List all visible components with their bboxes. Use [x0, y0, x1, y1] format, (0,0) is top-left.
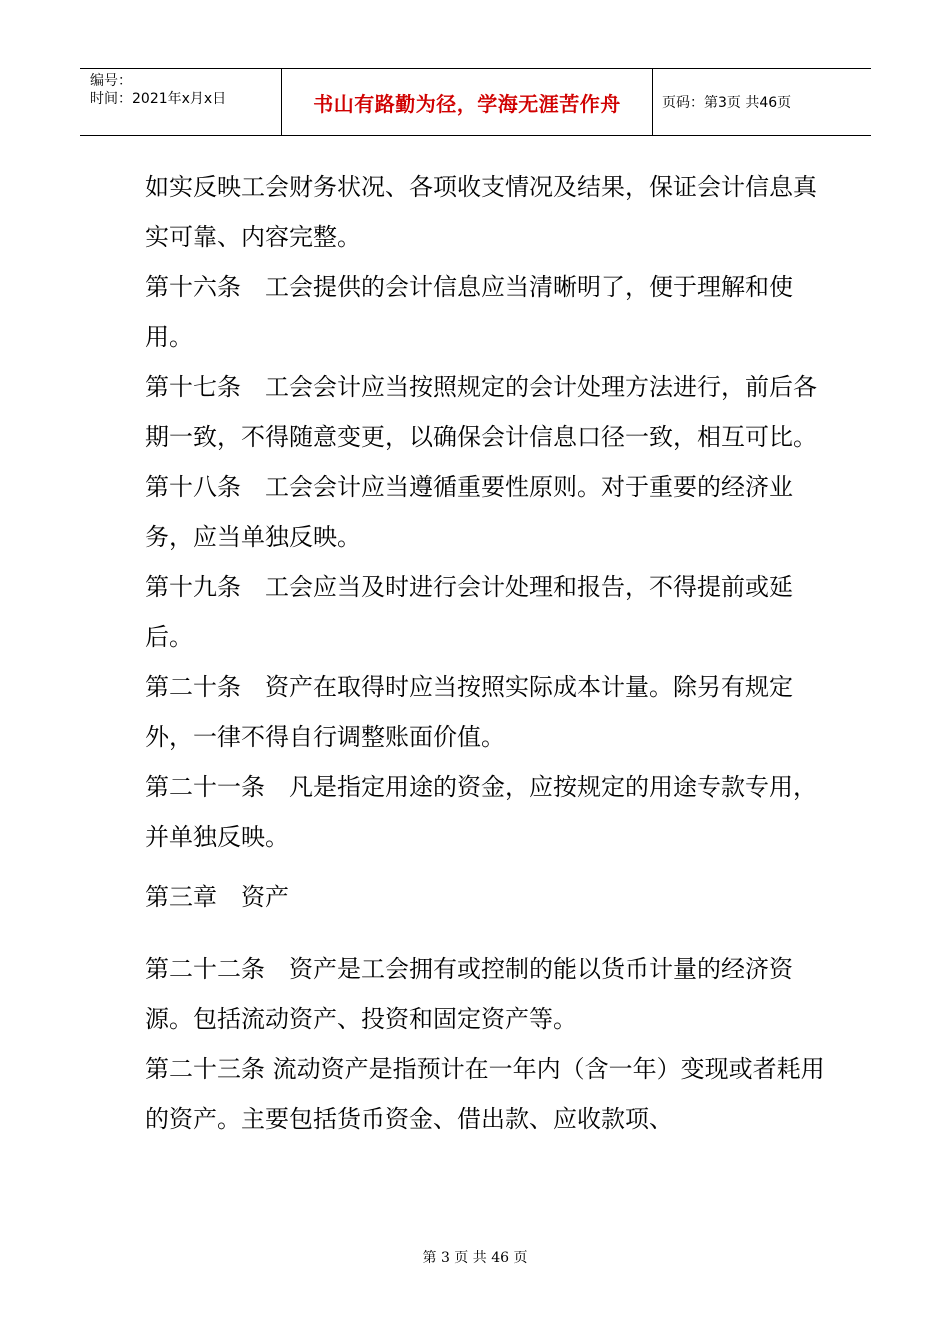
number-label: 编号： — [90, 73, 132, 89]
paragraph: 第二十二条 资产是工会拥有或控制的能以货币计量的经济资源。包括流动资产、投资和固定资产等。 — [145, 955, 793, 1033]
paragraph: 如实反映工会财务状况、各项收支情况及结果，保证会计信息真实可靠、内容完整。 — [145, 173, 817, 251]
page-footer — [0, 1247, 950, 1267]
document-header — [80, 68, 871, 136]
header-motto-cell — [282, 69, 653, 135]
header-meta-cell — [80, 69, 282, 135]
paragraph: 第十七条 工会会计应当按照规定的会计处理方法进行，前后各期一致，不得随意变更，以确保会计信息口径一致，相互可比。 — [145, 373, 817, 451]
footer-page-number: 第 3 页 共 46 页 — [422, 1250, 528, 1266]
paragraph: 第二十条 资产在取得时应当按照实际成本计量。除另有规定外，一律不得自行调整账面价值。 — [145, 673, 793, 751]
paragraph: 第十九条 工会应当及时进行会计处理和报告，不得提前或延后。 — [145, 573, 793, 651]
document-body — [145, 162, 825, 1144]
header-page-cell — [653, 69, 871, 135]
paragraph: 第十八条 工会会计应当遵循重要性原则。对于重要的经济业务，应当单独反映。 — [145, 473, 793, 551]
paragraph: 第二十三条 流动资产是指预计在一年内（含一年）变现或者耗用的资产。主要包括货币资金、借出款、应收款项、 — [145, 1055, 825, 1133]
page-info: 页码：第3页 共46页 — [662, 95, 792, 111]
motto-text: 书山有路勤为径，学海无涯苦作舟 — [313, 91, 621, 116]
paragraph: 第十六条 工会提供的会计信息应当清晰明了，便于理解和使用。 — [145, 273, 793, 351]
paragraph: 第二十一条 凡是指定用途的资金，应按规定的用途专款专用，并单独反映。 — [145, 773, 817, 851]
chapter-title: 第三章 资产 — [145, 883, 289, 911]
time-label: 时间：2021年x月x日 — [90, 91, 227, 107]
